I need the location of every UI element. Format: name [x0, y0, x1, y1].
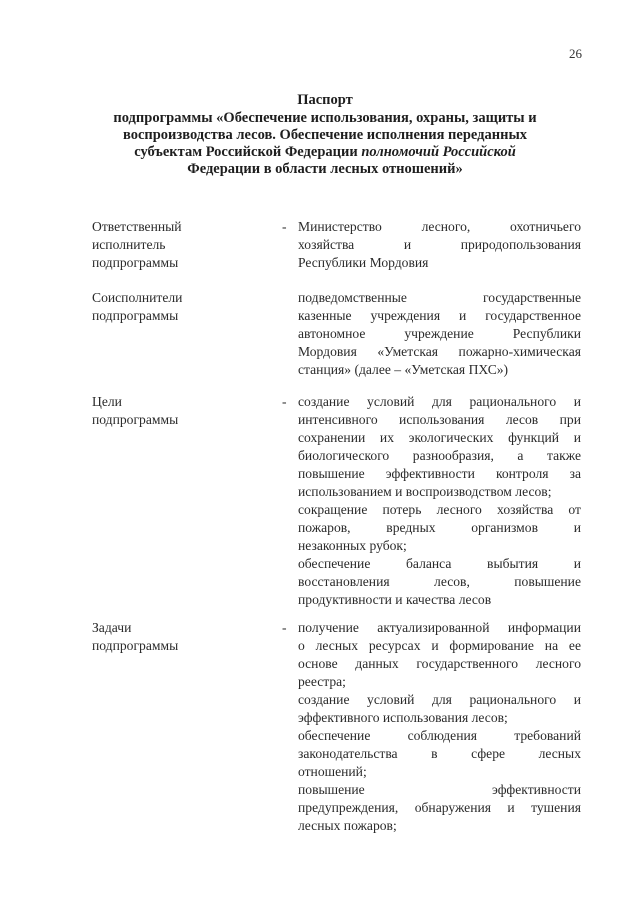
content-line: подведомственные государственные — [298, 290, 581, 305]
row-label-line: Ответственный — [92, 219, 182, 234]
row-content — [298, 289, 581, 379]
content-line: незаконных рубок; — [298, 538, 407, 553]
subtitle-line-3-plain: субъектам Российской Федерации — [134, 144, 362, 160]
row-label-line: исполнитель — [92, 237, 166, 252]
content-line: Мордовия «Уметская пожарно-химическая — [298, 344, 581, 359]
content-line: о лесных ресурсах и формирование на ее — [298, 638, 581, 653]
content-line: сокращение потерь лесного хозяйства от — [298, 502, 581, 517]
row-label — [92, 393, 252, 429]
content-line: повышение эффективности контроля за — [298, 466, 581, 481]
content-line: законодательства в сфере лесных — [298, 746, 581, 761]
subtitle-line-4: Федерации в области лесных отношений» — [187, 161, 463, 177]
content-line: Республики Мордовия — [298, 255, 429, 270]
row-label-line: подпрограммы — [92, 255, 179, 270]
content-line: казенные учреждения и государственное — [298, 308, 581, 323]
content-line: лесных пожаров; — [298, 818, 397, 833]
passport-header — [80, 92, 570, 178]
content-line: эффективного использования лесов; — [298, 710, 508, 725]
row-label-line: Цели — [92, 394, 122, 409]
row-dash: - — [282, 219, 287, 234]
row-label-line: подпрограммы — [92, 308, 179, 323]
row-label-line: подпрограммы — [92, 638, 179, 653]
row-label-line: Соисполнители — [92, 290, 183, 305]
content-line: использованием и воспроизводством лесов; — [298, 484, 552, 499]
row-label — [92, 619, 252, 655]
content-line: обеспечение баланса выбытия и — [298, 556, 581, 571]
row-content — [298, 393, 581, 609]
content-line: станция» (далее – «Уметская ПХС») — [298, 362, 509, 377]
content-line: интенсивного использования лесов при — [298, 412, 581, 427]
content-line: восстановления лесов, повышение — [298, 574, 581, 589]
subtitle-line-3-italic: полномочий Российской — [361, 144, 516, 160]
content-line: повышение эффективности — [298, 782, 581, 797]
content-line: Министерство лесного, охотничьего — [298, 219, 581, 234]
row-dash: - — [282, 620, 287, 635]
content-line: сохранении их экологических функций и — [298, 430, 581, 445]
content-line: предупреждения, обнаружения и тушения — [298, 800, 581, 815]
content-line: обеспечение соблюдения требований — [298, 728, 581, 743]
content-line: создание условий для рационального и — [298, 692, 581, 707]
subtitle-line-3 — [80, 144, 570, 161]
content-line: продуктивности и качества лесов — [298, 592, 492, 607]
content-line: пожаров, вредных организмов и — [298, 520, 581, 535]
passport-title: Паспорт — [297, 92, 353, 108]
subtitle-line-2: воспроизводства лесов. Обеспечение исполнения переданных — [122, 127, 528, 143]
content-line: создание условий для рационального и — [298, 394, 581, 409]
content-line: получение актуализированной информации — [298, 620, 581, 635]
page-number: 26 — [569, 46, 582, 61]
row-dash: - — [282, 394, 287, 409]
content-line: биологического разнообразия, а также — [298, 448, 581, 463]
row-label — [92, 289, 252, 325]
row-label-line: подпрограммы — [92, 412, 179, 427]
content-line: хозяйства и природопользования — [298, 237, 581, 252]
row-label — [92, 218, 252, 272]
content-line: реестра; — [298, 674, 346, 689]
row-label-line: Задачи — [92, 620, 132, 635]
content-line: автономное учреждение Республики — [298, 326, 581, 341]
row-content — [298, 619, 581, 835]
content-line: отношений; — [298, 764, 367, 779]
content-line: основе данных государственного лесного — [298, 656, 581, 671]
row-content — [298, 218, 581, 272]
subtitle-line-1: подпрограммы «Обеспечение использования, охраны, защиты и — [113, 110, 537, 126]
